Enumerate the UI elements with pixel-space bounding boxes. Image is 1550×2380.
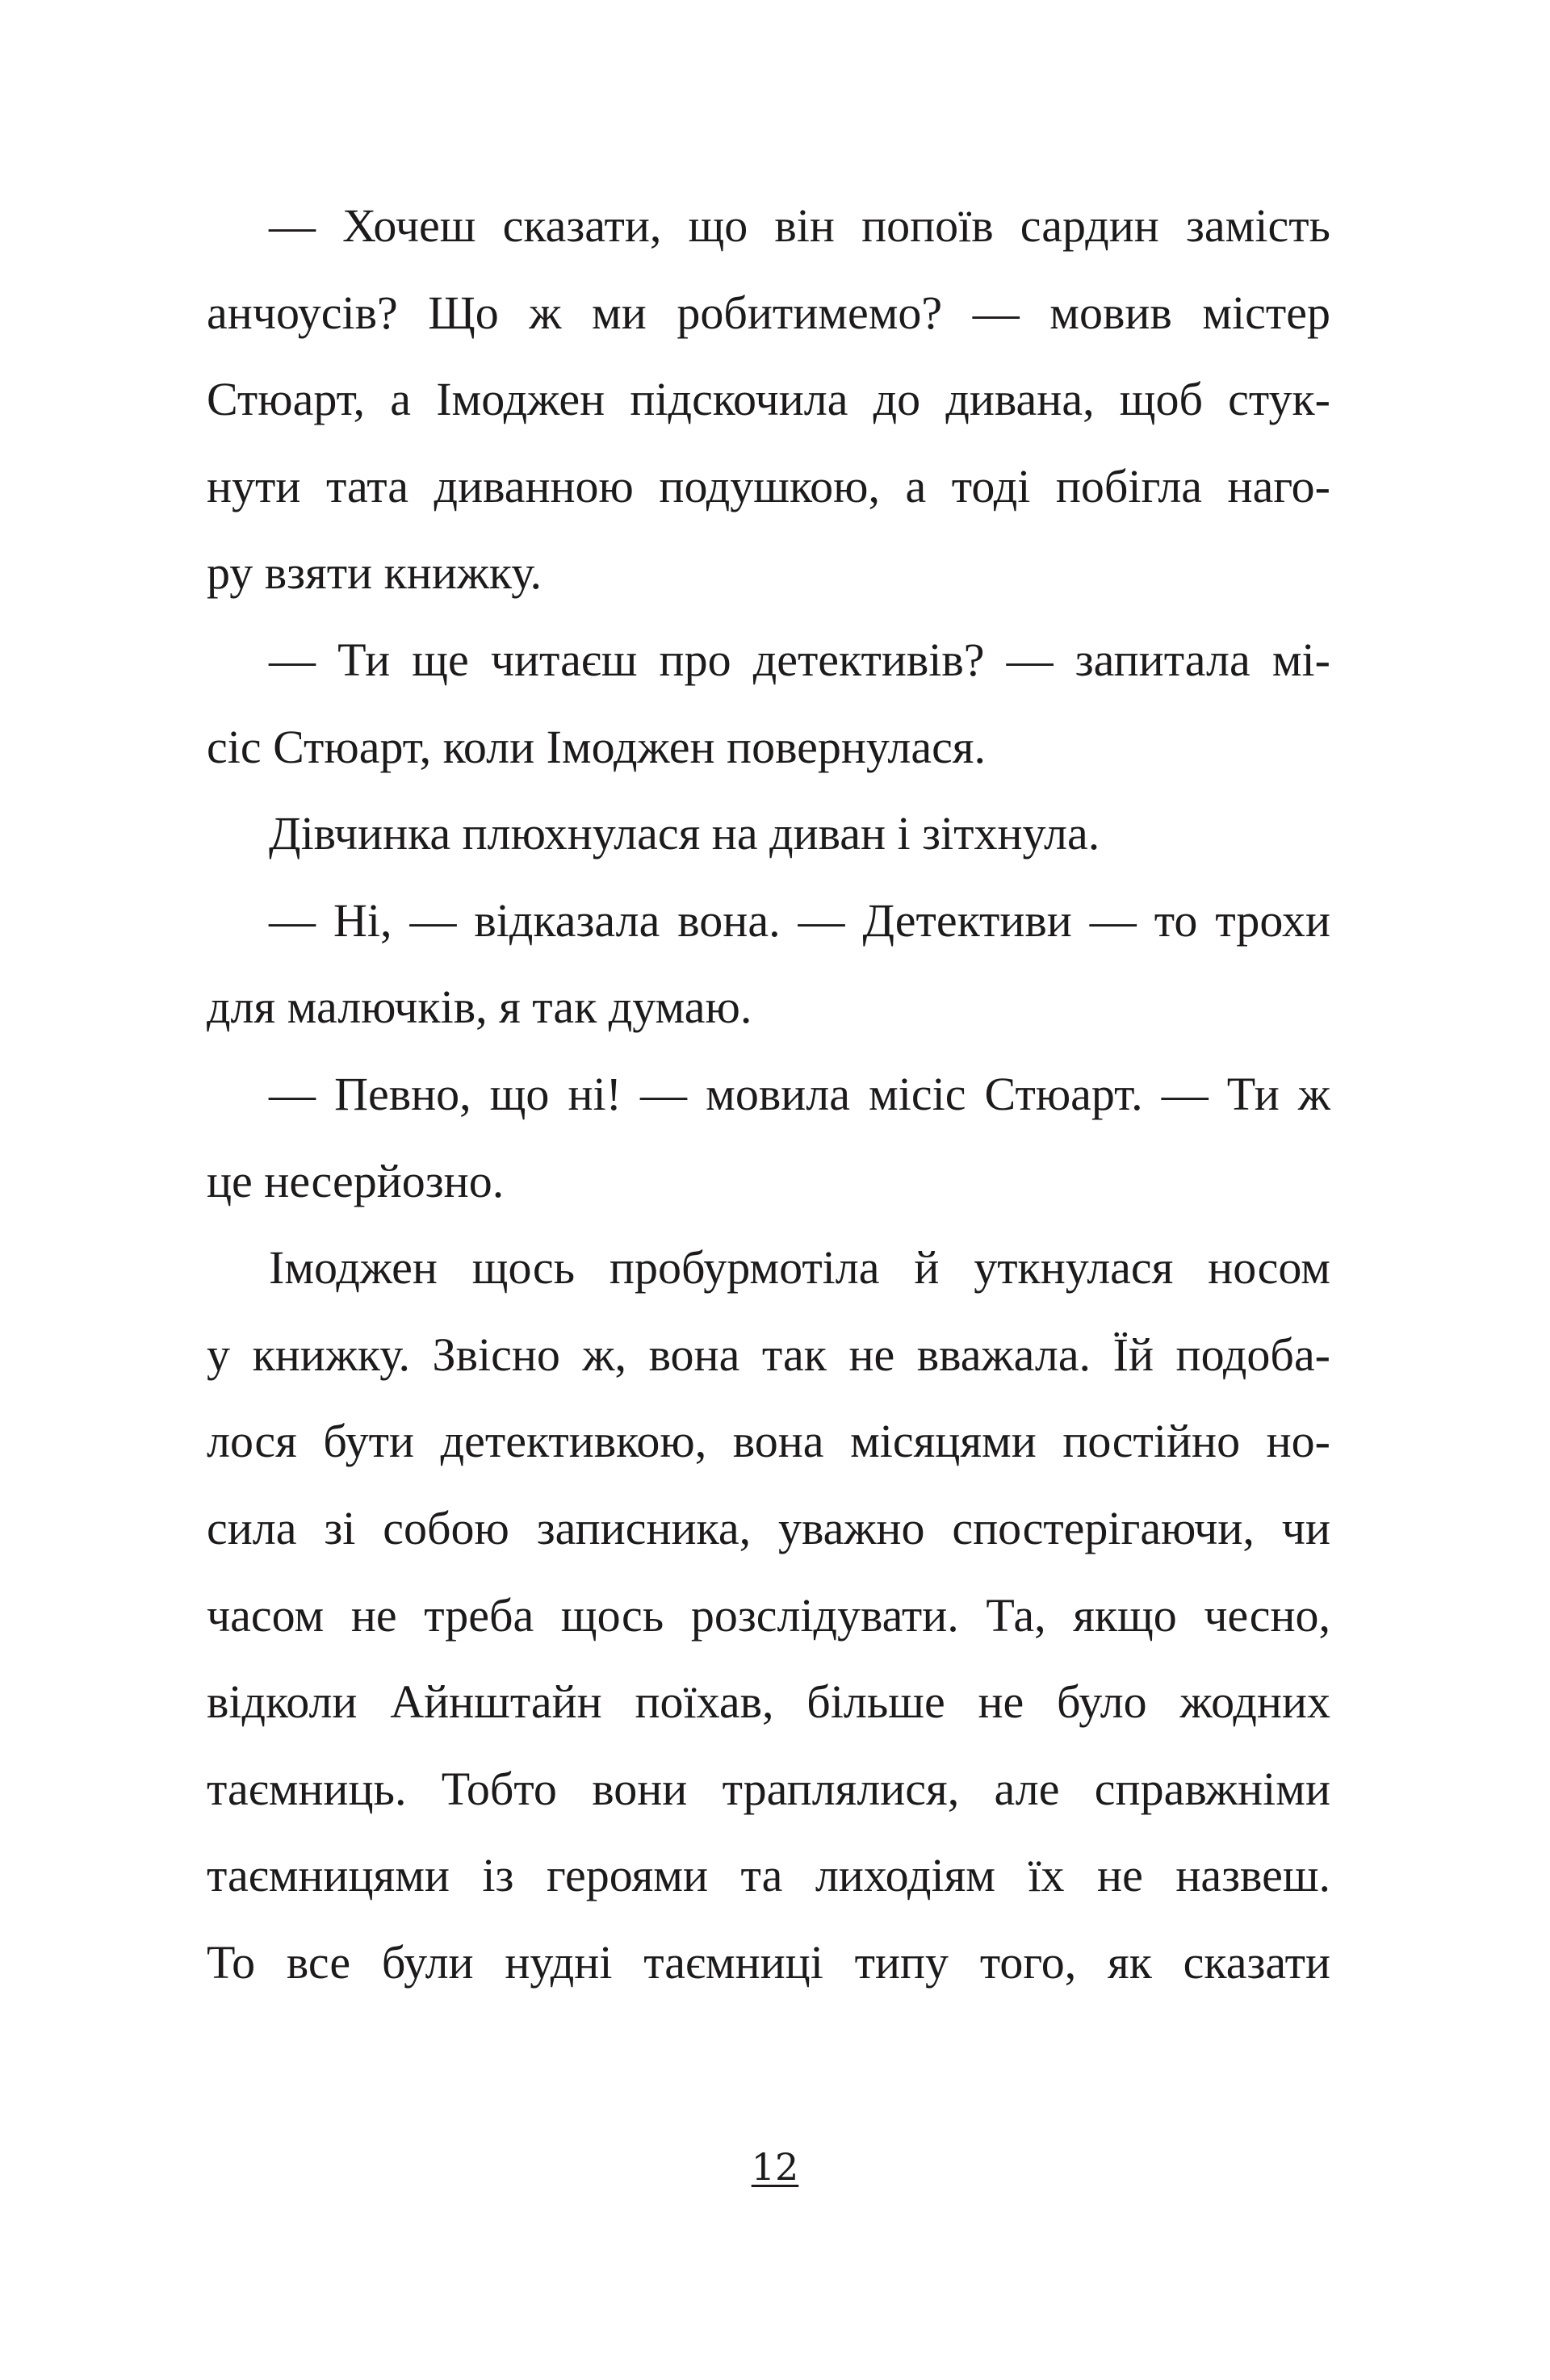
text-line: сіс Стюарт, коли Імоджен повернулася.	[207, 720, 986, 773]
text-line: — Хочеш сказати, що він попоїв сардин замість	[269, 199, 1330, 252]
text-line: ру взяти книжку.	[207, 546, 542, 600]
text-line: Стюарт, а Імоджен підскочила до дивана, щоб стук-	[207, 373, 1330, 426]
text-line: — Ні, — відказала вона. — Детективи — то трохи	[269, 893, 1330, 947]
text-line: відколи Айнштайн поїхав, більше не було жодних	[207, 1675, 1330, 1729]
text-line: часом не треба щось розслідувати. Та, якщо чесно,	[207, 1588, 1330, 1642]
text-line: анчоусів? Що ж ми робитимемо? — мовив містер	[207, 286, 1330, 339]
text-line: для малючків, я так думаю.	[207, 981, 752, 1034]
text-line: лося бути детективкою, вона місяцями постійно но-	[207, 1415, 1330, 1468]
page-number: 12	[751, 2145, 799, 2189]
text-line: у книжку. Звісно ж, вона так не вважала. Їй подоба-	[207, 1328, 1330, 1381]
text-line: це несерйозно.	[207, 1154, 505, 1207]
text-line: Дівчинка плюхнулася на диван і зітхнула.	[269, 807, 1100, 860]
body-text	[207, 182, 1330, 2006]
text-line: — Певно, що ні! — мовила місіс Стюарт. — Ти ж	[269, 1067, 1330, 1120]
text-line: — Ти ще читаєш про детективів? — запитала мі-	[269, 633, 1330, 686]
text-line: Імоджен щось пробурмотіла й уткнулася носом	[269, 1241, 1330, 1295]
text-line: таємницями із героями та лиходіям їх не назвеш.	[207, 1849, 1330, 1902]
text-line: сила зі собою записника, уважно спостерігаючи, чи	[207, 1501, 1330, 1554]
text-line: нути тата диванною подушкою, а тоді побігла наго-	[207, 459, 1330, 512]
text-line: таємниць. Тобто вони траплялися, але справжніми	[207, 1762, 1330, 1815]
text-line: То все були нудні таємниці типу того, як сказати	[207, 1935, 1330, 1989]
